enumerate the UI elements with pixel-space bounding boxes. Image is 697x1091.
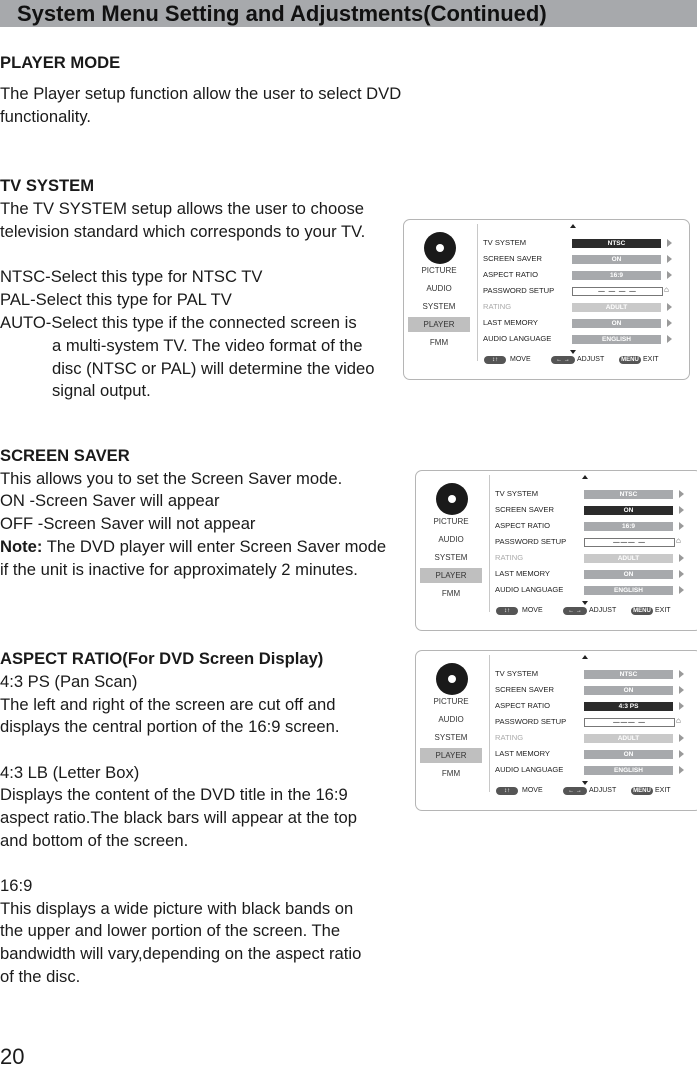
right-arrow-icon[interactable] <box>679 554 684 562</box>
aspect-ratio-line: and bottom of the screen. <box>0 831 189 850</box>
tv-system-line: AUTO-Select this type if the connected screen is <box>0 313 357 332</box>
footer-move-label: MOVE <box>522 787 543 794</box>
header-bar <box>0 0 697 27</box>
tv-system-line: The TV SYSTEM setup allows the user to choose <box>0 199 365 218</box>
side-menu-item-fmm[interactable]: FMM <box>429 338 449 347</box>
scroll-down-arrow-icon <box>570 350 576 354</box>
right-arrow-icon[interactable] <box>667 335 672 343</box>
option-label[interactable]: TV SYSTEM <box>483 238 527 247</box>
aspect-ratio-line: of the disc. <box>0 967 81 986</box>
menu-key-icon: MENU <box>631 787 653 795</box>
option-value[interactable]: ENGLISH <box>572 335 661 344</box>
right-arrow-icon[interactable] <box>667 239 672 247</box>
footer-adjust-label: ADJUST <box>589 607 617 614</box>
side-menu-item-system[interactable]: SYSTEM <box>434 733 468 742</box>
option-value[interactable]: NTSC <box>584 670 673 679</box>
right-arrow-icon[interactable] <box>667 255 672 263</box>
option-label[interactable]: PASSWORD SETUP <box>495 717 567 726</box>
aspect-ratio-line: This displays a wide picture with black bands on <box>0 899 354 918</box>
option-value[interactable]: 16:9 <box>584 522 673 531</box>
side-menu-item-picture[interactable]: PICTURE <box>421 266 457 275</box>
right-arrow-icon[interactable] <box>679 750 684 758</box>
option-value[interactable]: ADULT <box>572 303 661 312</box>
disc-icon <box>436 663 468 695</box>
osd-menu-screen <box>415 470 697 631</box>
footer-move-label: MOVE <box>510 356 531 363</box>
right-arrow-icon[interactable] <box>667 271 672 279</box>
option-value[interactable]: ON <box>584 750 673 759</box>
tv-system-heading: TV SYSTEM <box>0 176 95 195</box>
right-arrow-icon[interactable] <box>679 686 684 694</box>
tv-system-line: NTSC-Select this type for NTSC TV <box>0 267 263 286</box>
option-value[interactable]: ——— — <box>584 538 675 547</box>
side-menu-item-picture[interactable]: PICTURE <box>433 517 469 526</box>
aspect-ratio-line: 4:3 PS (Pan Scan) <box>0 672 138 691</box>
menu-divider <box>489 475 490 612</box>
side-menu-item-player[interactable]: PLAYER <box>420 748 482 763</box>
adjust-keys-icon: ← → <box>563 607 587 615</box>
player-mode-heading: PLAYER MODE <box>0 53 121 72</box>
option-value[interactable]: ——— — <box>584 718 675 727</box>
option-label[interactable]: SCREEN SAVER <box>495 685 554 694</box>
lock-icon: ⌂ <box>676 716 681 725</box>
option-label[interactable]: RATING <box>483 302 512 311</box>
option-label[interactable]: LAST MEMORY <box>495 569 550 578</box>
side-menu-item-audio[interactable]: AUDIO <box>438 535 464 544</box>
option-value[interactable]: ENGLISH <box>584 586 673 595</box>
right-arrow-icon[interactable] <box>679 570 684 578</box>
right-arrow-icon[interactable] <box>679 506 684 514</box>
move-keys-icon: ↕↑ <box>496 787 518 795</box>
footer-exit-label: EXIT <box>655 787 671 794</box>
player-mode-line: The Player setup function allow the user to select DVD <box>0 84 402 103</box>
scroll-up-arrow-icon <box>582 475 588 479</box>
aspect-ratio-line: The left and right of the screen are cut off and <box>0 695 336 714</box>
side-menu-item-system[interactable]: SYSTEM <box>434 553 468 562</box>
option-label[interactable]: SCREEN SAVER <box>483 254 542 263</box>
tv-system-line: television standard which corresponds to your TV. <box>0 222 366 241</box>
page-title: System Menu Setting and Adjustments(Continued) <box>17 1 547 26</box>
option-label[interactable]: RATING <box>495 733 524 742</box>
right-arrow-icon[interactable] <box>679 670 684 678</box>
aspect-ratio-line: displays the central portion of the 16:9 screen. <box>0 717 340 736</box>
option-value[interactable]: 16:9 <box>572 271 661 280</box>
adjust-keys-icon: ← → <box>563 787 587 795</box>
scroll-up-arrow-icon <box>582 655 588 659</box>
page-number: 20 <box>0 1044 25 1069</box>
option-value[interactable]: — — — — <box>572 287 663 296</box>
lock-icon: ⌂ <box>676 536 681 545</box>
option-label[interactable]: TV SYSTEM <box>495 489 539 498</box>
scroll-down-arrow-icon <box>582 781 588 785</box>
option-value[interactable]: ON <box>584 686 673 695</box>
option-label[interactable]: ASPECT RATIO <box>495 521 550 530</box>
right-arrow-icon[interactable] <box>667 303 672 311</box>
screen-saver-line: This allows you to set the Screen Saver mode. <box>0 469 343 488</box>
right-arrow-icon[interactable] <box>679 702 684 710</box>
menu-divider <box>477 224 478 361</box>
aspect-ratio-line: Displays the content of the DVD title in the 16:9 <box>0 785 348 804</box>
option-value[interactable]: ENGLISH <box>584 766 673 775</box>
option-label[interactable]: LAST MEMORY <box>483 318 538 327</box>
side-menu-item-audio[interactable]: AUDIO <box>426 284 452 293</box>
option-value[interactable]: NTSC <box>572 239 661 248</box>
side-menu-item-fmm[interactable]: FMM <box>441 769 461 778</box>
aspect-ratio-line: aspect ratio.The black bars will appear at the top <box>0 808 357 827</box>
screen-saver-note <box>0 536 386 559</box>
right-arrow-icon[interactable] <box>679 586 684 594</box>
footer-exit-label: EXIT <box>643 356 659 363</box>
scroll-down-arrow-icon <box>582 601 588 605</box>
screen-saver-line: OFF -Screen Saver will not appear <box>0 514 256 533</box>
move-keys-icon: ↕↑ <box>484 356 506 364</box>
option-value[interactable]: ON <box>572 319 661 328</box>
option-label[interactable]: SCREEN SAVER <box>495 505 554 514</box>
aspect-ratio-line: the upper and lower portion of the screen. The <box>0 921 341 940</box>
option-label[interactable]: LAST MEMORY <box>495 749 550 758</box>
right-arrow-icon[interactable] <box>679 766 684 774</box>
option-label[interactable]: PASSWORD SETUP <box>495 537 567 546</box>
aspect-ratio-line: 4:3 LB (Letter Box) <box>0 763 140 782</box>
option-label[interactable]: ASPECT RATIO <box>495 701 550 710</box>
right-arrow-icon[interactable] <box>679 734 684 742</box>
side-menu-item-player[interactable]: PLAYER <box>420 568 482 583</box>
side-menu-item-player[interactable]: PLAYER <box>408 317 470 332</box>
footer-exit-label: EXIT <box>655 607 671 614</box>
osd-menu-screen <box>403 219 690 380</box>
footer-adjust-label: ADJUST <box>589 787 617 794</box>
aspect-ratio-line: bandwidth will vary,depending on the aspect ratio <box>0 944 362 963</box>
right-arrow-icon[interactable] <box>667 319 672 327</box>
right-arrow-icon[interactable] <box>679 522 684 530</box>
menu-key-icon: MENU <box>631 607 653 615</box>
option-value[interactable]: ON <box>572 255 661 264</box>
option-label[interactable]: PASSWORD SETUP <box>483 286 555 295</box>
screen-saver-line: ON -Screen Saver will appear <box>0 491 220 510</box>
aspect-ratio-line: 16:9 <box>0 876 33 895</box>
disc-icon <box>436 483 468 515</box>
option-label[interactable]: ASPECT RATIO <box>483 270 538 279</box>
lock-icon: ⌂ <box>664 285 669 294</box>
scroll-up-arrow-icon <box>570 224 576 228</box>
footer-adjust-label: ADJUST <box>577 356 605 363</box>
option-label[interactable]: AUDIO LANGUAGE <box>495 585 564 594</box>
footer-move-label: MOVE <box>522 607 543 614</box>
screen-saver-heading: SCREEN SAVER <box>0 446 130 465</box>
option-value[interactable]: ADULT <box>584 734 673 743</box>
option-label[interactable]: AUDIO LANGUAGE <box>495 765 564 774</box>
side-menu-item-audio[interactable]: AUDIO <box>438 715 464 724</box>
aspect-ratio-heading: ASPECT RATIO(For DVD Screen Display) <box>0 649 324 668</box>
option-label[interactable]: TV SYSTEM <box>495 669 539 678</box>
adjust-keys-icon: ← → <box>551 356 575 364</box>
player-mode-line: functionality. <box>0 107 92 126</box>
screen-saver-note-line: if the unit is inactive for approximately 2 minutes. <box>0 560 358 579</box>
option-value[interactable]: 4:3 PS <box>584 702 673 711</box>
option-value[interactable]: NTSC <box>584 490 673 499</box>
option-value[interactable]: ON <box>584 570 673 579</box>
note-text: The DVD player will enter Screen Saver mode <box>42 537 387 556</box>
move-keys-icon: ↕↑ <box>496 607 518 615</box>
menu-divider <box>489 655 490 792</box>
tv-system-indented-line: signal output. <box>52 381 151 400</box>
tv-system-indented-line: disc (NTSC or PAL) will determine the video <box>52 359 375 378</box>
option-value[interactable]: ON <box>584 506 673 515</box>
side-menu-item-picture[interactable]: PICTURE <box>433 697 469 706</box>
disc-icon <box>424 232 456 264</box>
tv-system-indented-line: a multi-system TV. The video format of the <box>52 336 363 355</box>
side-menu-item-system[interactable]: SYSTEM <box>422 302 456 311</box>
menu-key-icon: MENU <box>619 356 641 364</box>
right-arrow-icon[interactable] <box>679 490 684 498</box>
option-label[interactable]: AUDIO LANGUAGE <box>483 334 552 343</box>
note-label: Note: <box>0 537 43 556</box>
osd-menu-screen <box>415 650 697 811</box>
option-label[interactable]: RATING <box>495 553 524 562</box>
tv-system-line: PAL-Select this type for PAL TV <box>0 290 232 309</box>
option-value[interactable]: ADULT <box>584 554 673 563</box>
side-menu-item-fmm[interactable]: FMM <box>441 589 461 598</box>
